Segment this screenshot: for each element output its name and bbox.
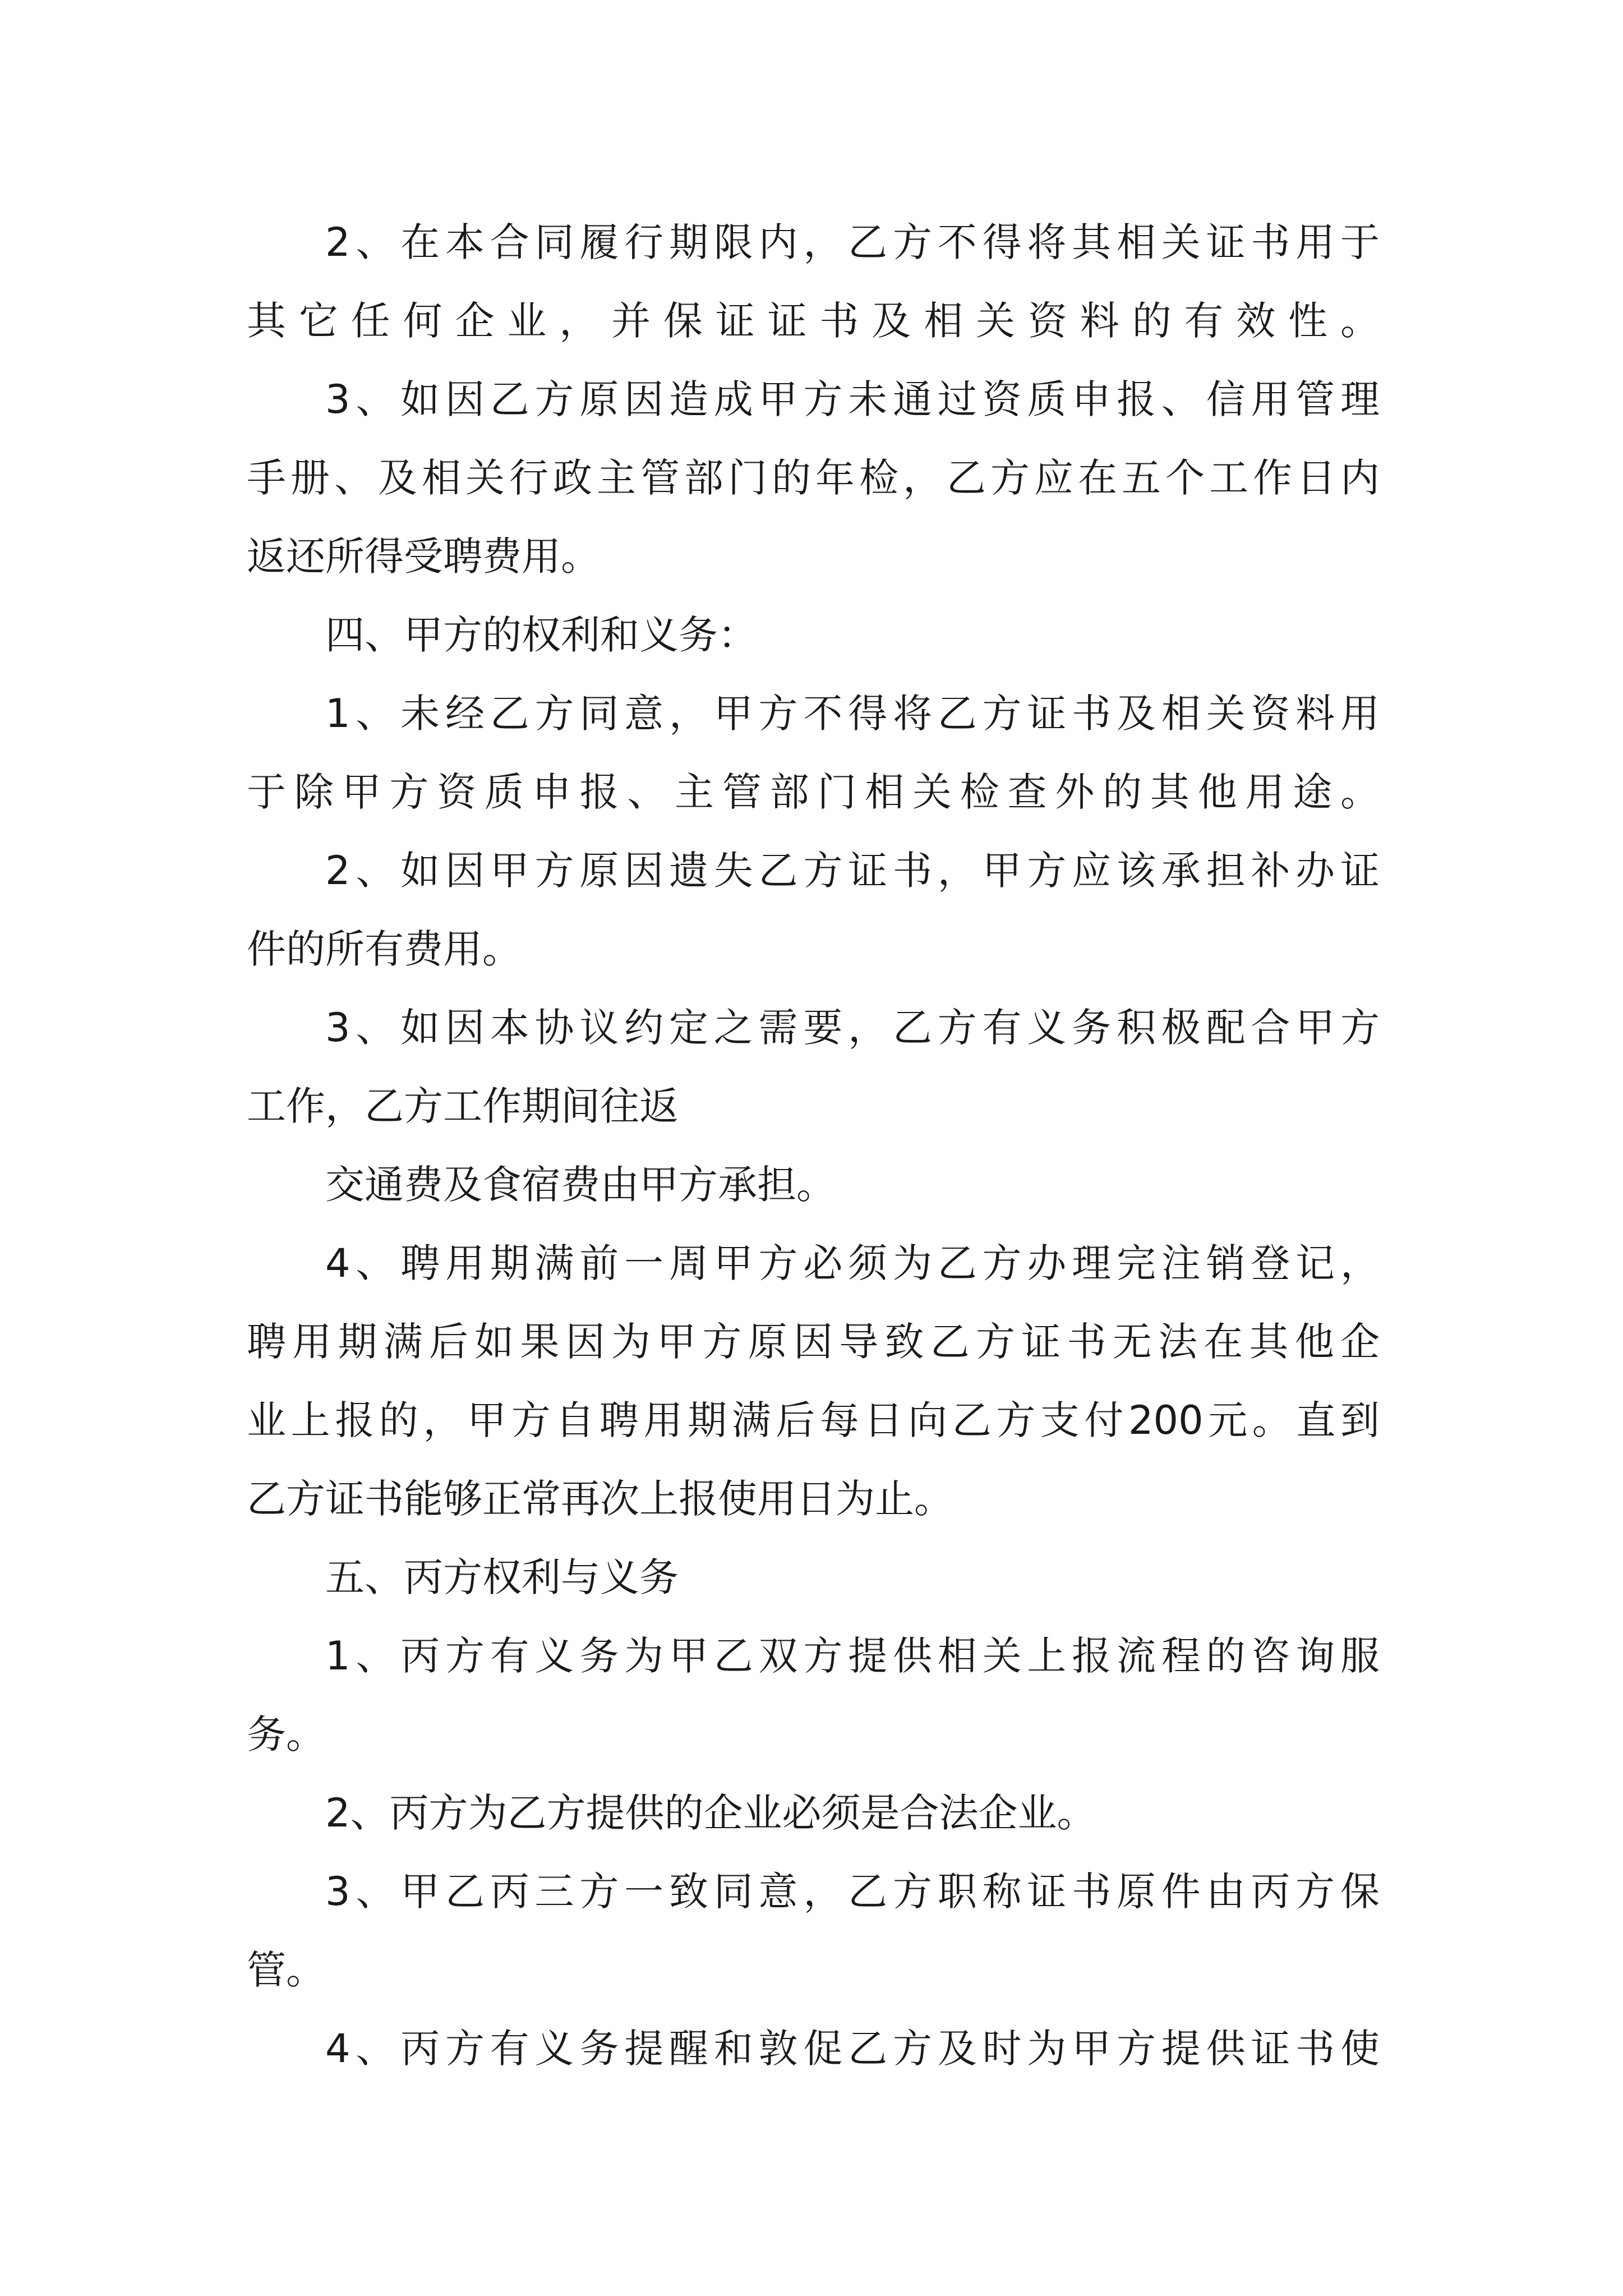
text-line: 件的所有费用。: [247, 926, 522, 972]
text-line: 工作，乙方工作期间往返: [247, 1083, 679, 1129]
text-line: 管。: [247, 1947, 325, 1993]
text-line: 务。: [247, 1711, 325, 1757]
text-line: 4、聘用期满前一周甲方必须为乙方办理完注销登记，: [325, 1240, 1380, 1286]
text-line: 1、丙方有义务为甲乙双方提供相关上报流程的咨询服: [325, 1633, 1380, 1679]
section-heading: 四、甲方的权利和义务：: [325, 612, 757, 658]
text-line: 聘用期满后如果因为甲方原因导致乙方证书无法在其他企: [247, 1319, 1380, 1365]
text-line: 2、如因甲方原因遗失乙方证书，甲方应该承担补办证: [325, 848, 1380, 894]
text-line: 其它任何企业，并保证证书及相关资料的有效性。: [247, 298, 1380, 344]
text-line: 3、如因乙方原因造成甲方未通过资质申报、信用管理: [325, 376, 1380, 422]
text-line: 手册、及相关行政主管部门的年检，乙方应在五个工作日内: [247, 455, 1380, 501]
text-line: 于除甲方资质申报、主管部门相关检查外的其他用途。: [247, 769, 1380, 815]
text-line: 1、未经乙方同意，甲方不得将乙方证书及相关资料用: [325, 691, 1380, 737]
text-line: 4、丙方有义务提醒和敦促乙方及时为甲方提供证书使: [325, 2026, 1380, 2072]
text-line: 2、在本合同履行期限内，乙方不得将其相关证书用于: [325, 219, 1380, 265]
text-line: 业上报的，甲方自聘用期满后每日向乙方支付200元。直到: [247, 1397, 1380, 1443]
text-line: 3、如因本协议约定之需要，乙方有义务积极配合甲方: [325, 1005, 1380, 1051]
text-line: 返还所得受聘费用。: [247, 533, 600, 579]
section-heading: 五、丙方权利与义务: [325, 1554, 679, 1600]
text-line: 交通费及食宿费由甲方承担。: [325, 1162, 836, 1208]
text-line: 乙方证书能够正常再次上报使用日为止。: [247, 1476, 953, 1522]
text-line: 2、丙方为乙方提供的企业必须是合法企业。: [325, 1790, 1096, 1836]
text-line: 3、甲乙丙三方一致同意，乙方职称证书原件由丙方保: [325, 1869, 1380, 1915]
